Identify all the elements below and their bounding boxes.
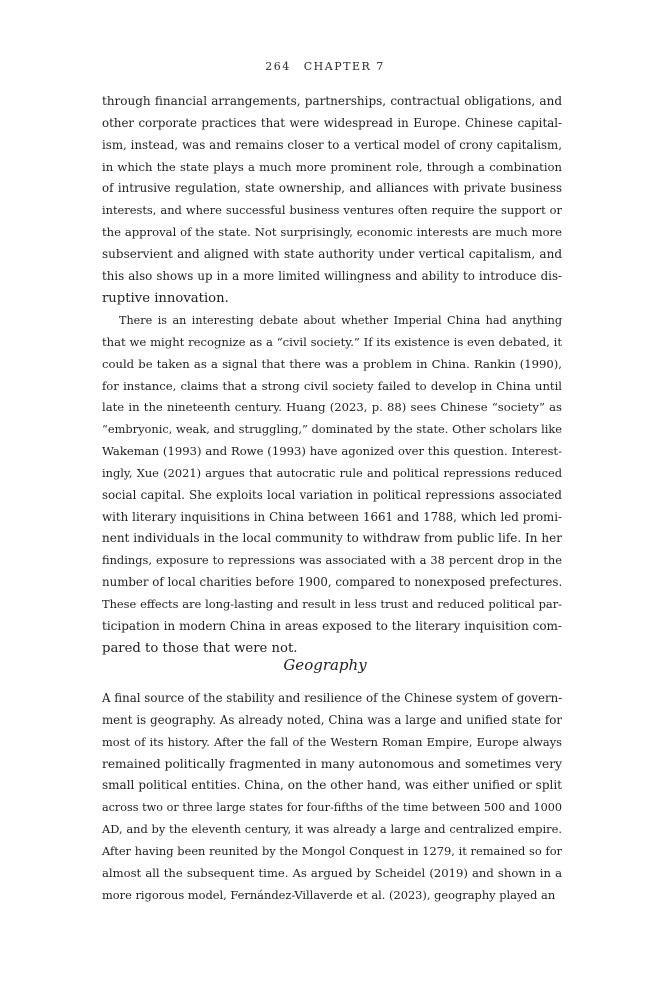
text-line: There is an interesting debate about whether Imperial China had anything bbox=[119, 314, 562, 327]
text-line: that we might recognize as a “civil society.” If its existence is even debated, it bbox=[102, 334, 562, 349]
chapter-label: CHAPTER 7 bbox=[303, 60, 385, 73]
text-line: small political entities. China, on the other hand, was either unified or split bbox=[102, 778, 562, 793]
text-line: interests, and where successful business ventures often require the support or bbox=[102, 203, 562, 218]
text-line: remained politically fragmented in many autonomous and sometimes very bbox=[102, 756, 562, 771]
text-line: A final source of the stability and resilience of the Chinese system of govern- bbox=[102, 691, 563, 705]
text-line: ism, instead, was and remains closer to a vertical model of crony capitalism, bbox=[102, 137, 562, 152]
text-line: subservient and aligned with state authority under vertical capitalism, and bbox=[102, 246, 562, 261]
text-line: number of local charities before 1900, compared to nonexposed prefectures. bbox=[102, 575, 563, 590]
section-heading: Geography bbox=[283, 656, 367, 674]
text-line: AD, and by the eleventh century, it was already a large and centralized empire. bbox=[102, 822, 562, 837]
text-line: with literary inquisitions in China between 1661 and 1788, which led promi- bbox=[102, 509, 562, 524]
text-line: nent individuals in the local community to withdraw from public life. In her bbox=[102, 531, 562, 546]
text-line: pared to those that were not. bbox=[102, 640, 298, 656]
text-line: “embryonic, weak, and struggling,” dominated by the state. Other scholars like bbox=[102, 422, 562, 437]
text-line: late in the nineteenth century. Huang (2023, p. 88) sees Chinese “society” as bbox=[102, 400, 562, 415]
running-head bbox=[0, 60, 650, 73]
text-line: more rigorous model, Fernández-Villaverde et al. (2023), geography played an bbox=[102, 887, 556, 902]
text-line: the approval of the state. Not surprisingly, economic interests are much more bbox=[102, 225, 562, 240]
text-line: ruptive innovation. bbox=[102, 290, 229, 306]
text-line: ment is geography. As already noted, China was a large and unified state for bbox=[102, 712, 562, 727]
text-line: social capital. She exploits local variation in political repressions associated bbox=[102, 487, 562, 502]
text-line: other corporate practices that were widespread in Europe. Chinese capital- bbox=[102, 115, 562, 130]
text-line: through financial arrangements, partnerships, contractual obligations, and bbox=[102, 94, 562, 108]
page-number: 264 bbox=[265, 60, 291, 73]
text-line: for instance, claims that a strong civil society failed to develop in China until bbox=[102, 378, 562, 393]
text-line: most of its history. After the fall of the Western Roman Empire, Europe always bbox=[102, 734, 562, 749]
text-line: in which the state plays a much more prominent role, through a combination bbox=[102, 159, 562, 174]
text-line: These effects are long-lasting and result in less trust and reduced political par- bbox=[102, 596, 562, 611]
text-line: this also shows up in a more limited willingness and ability to introduce dis- bbox=[102, 268, 562, 283]
paragraph-3 bbox=[102, 688, 562, 906]
text-line: Wakeman (1993) and Rowe (1993) have agonized over this question. Interest- bbox=[102, 444, 562, 459]
paragraph-2 bbox=[102, 310, 562, 660]
text-line: across two or three large states for four-fifths of the time between 500 and 1000 bbox=[102, 801, 562, 815]
text-line: of intrusive regulation, state ownership, and alliances with private business bbox=[102, 181, 562, 196]
text-line: findings, exposure to repressions was associated with a 38 percent drop in the bbox=[102, 553, 562, 568]
paragraph-1 bbox=[102, 91, 562, 309]
text-line: almost all the subsequent time. As argued by Scheidel (2019) and shown in a bbox=[102, 865, 562, 880]
text-line: ticipation in modern China in areas exposed to the literary inquisition com- bbox=[102, 618, 562, 633]
text-line: ingly, Xue (2021) argues that autocratic rule and political repressions reduced bbox=[102, 465, 562, 480]
text-line: After having been reunited by the Mongol Conquest in 1279, it remained so for bbox=[102, 843, 562, 858]
text-line: could be taken as a signal that there was a problem in China. Rankin (1990), bbox=[102, 356, 562, 371]
